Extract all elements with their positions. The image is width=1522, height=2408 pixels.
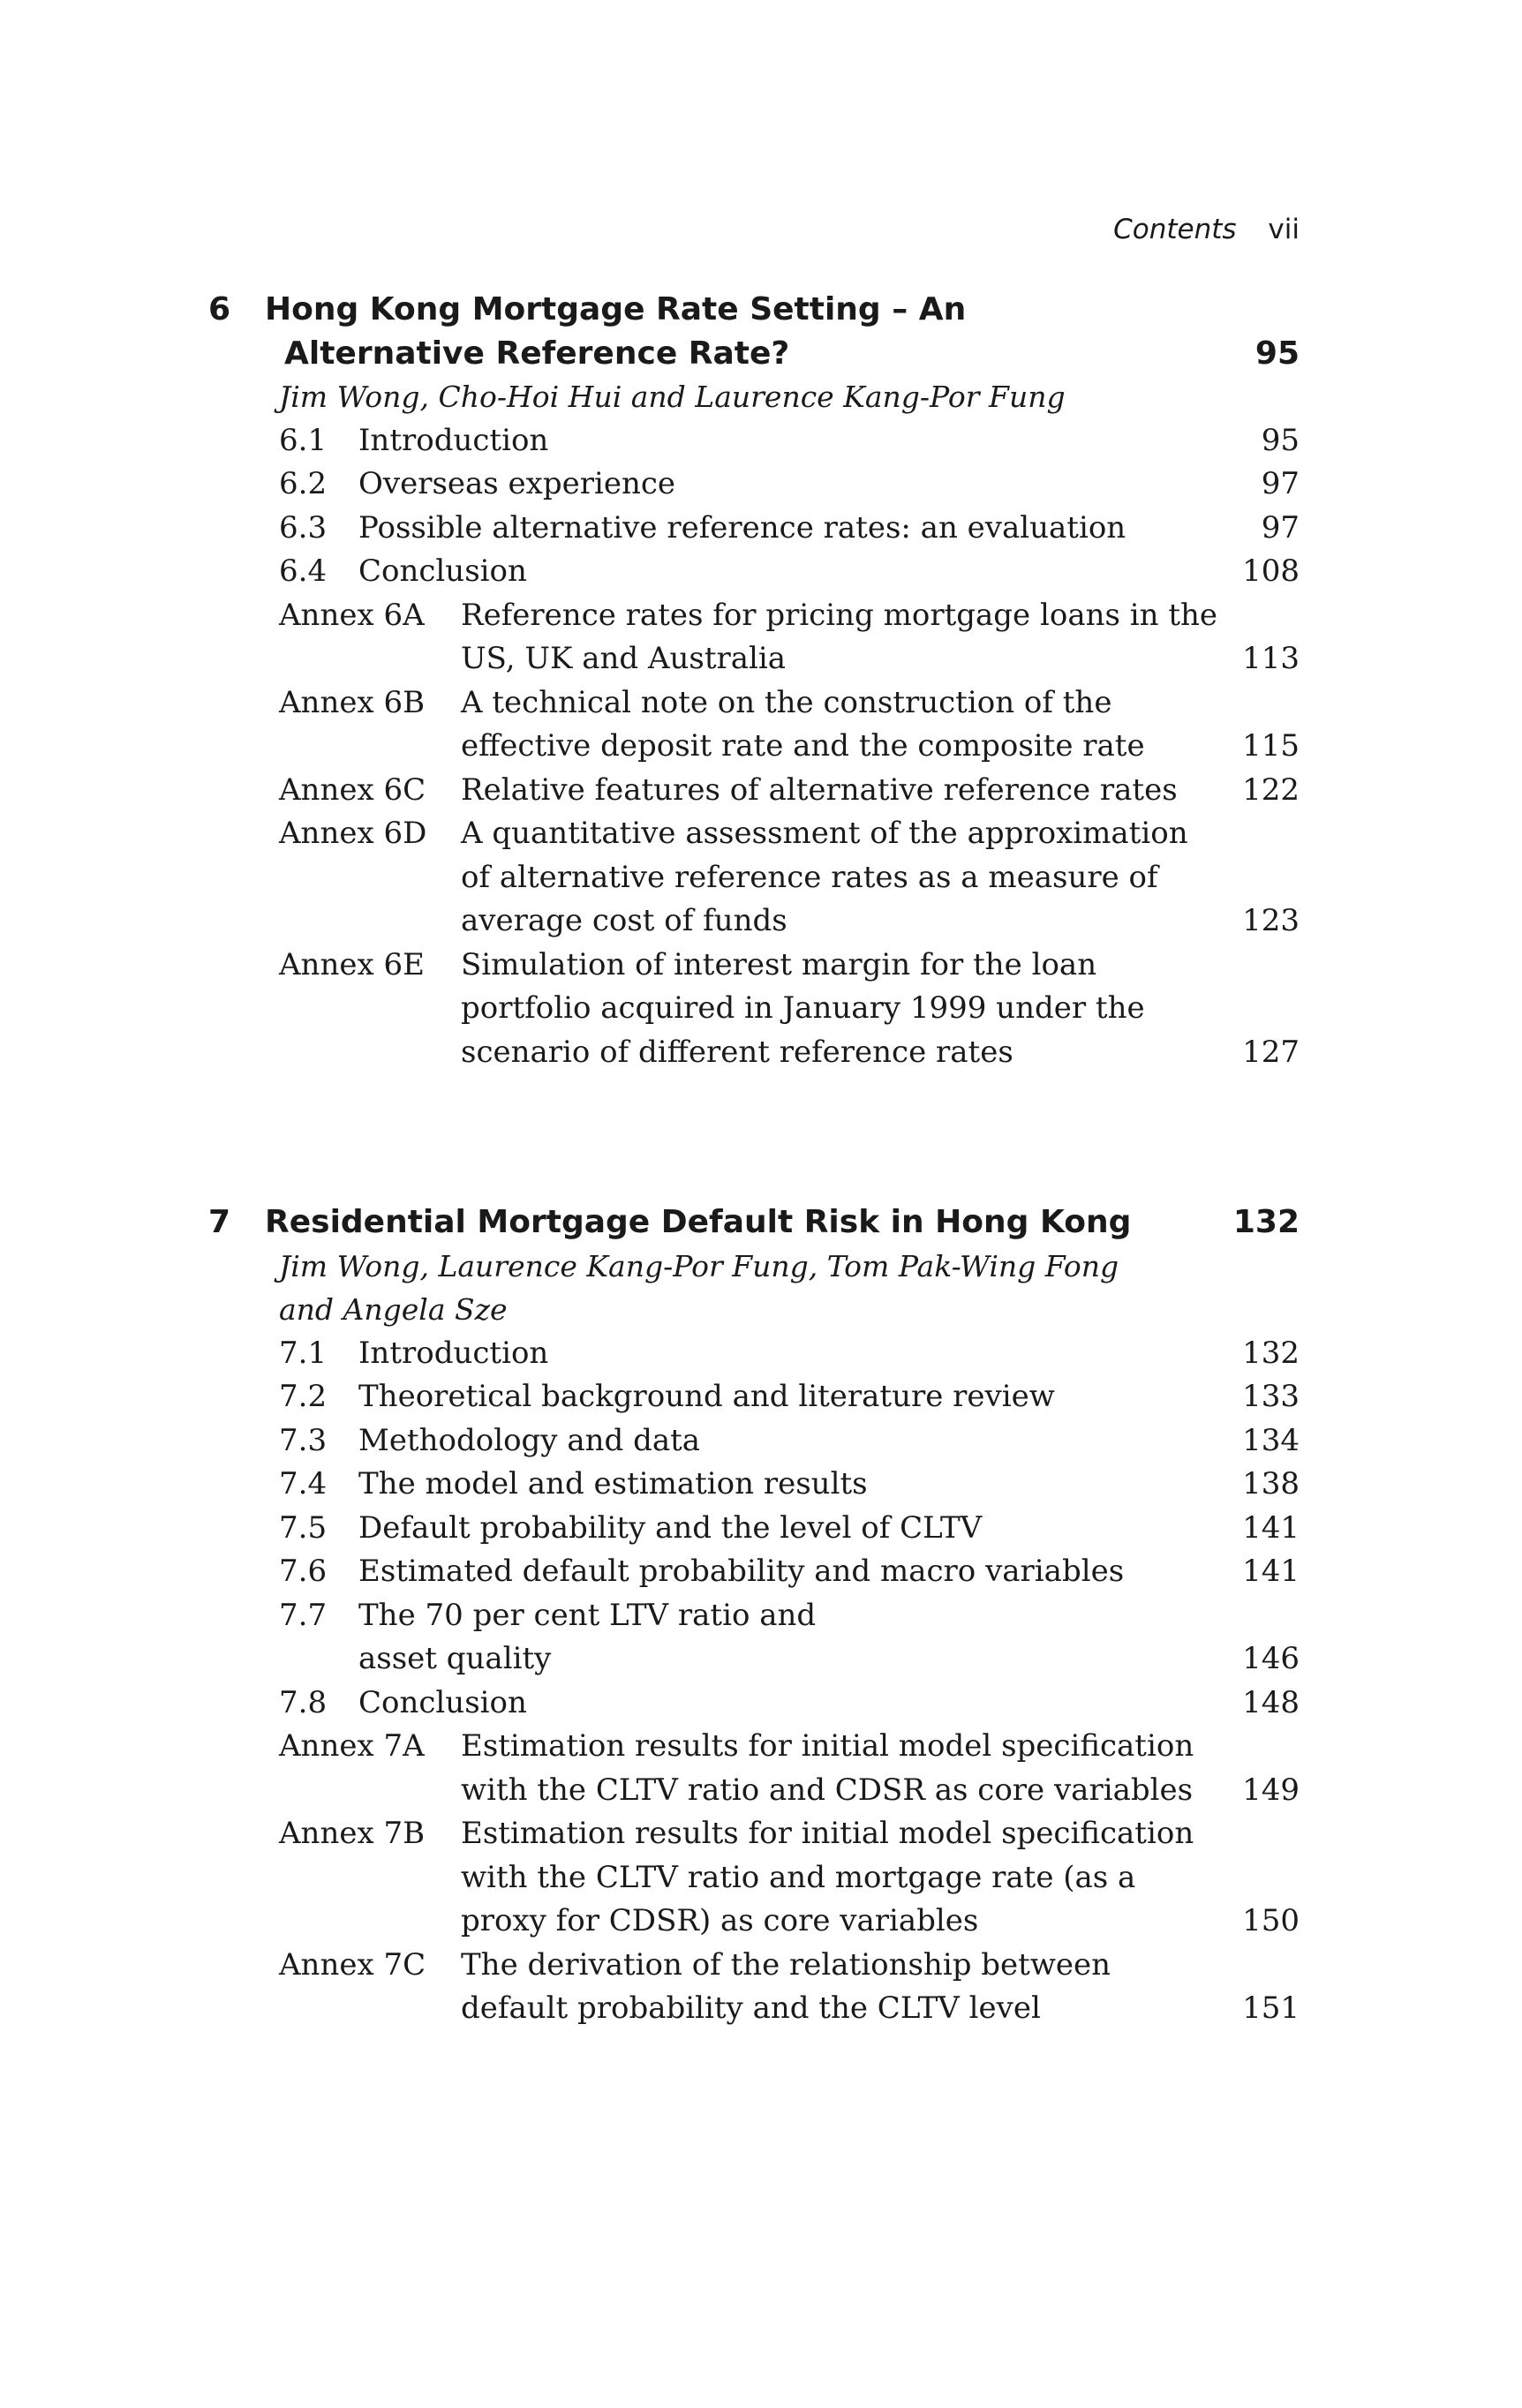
entry-page: 115	[1242, 728, 1300, 764]
entry-title: Conclusion	[358, 553, 527, 589]
entry-number: 7.5	[279, 1509, 328, 1546]
toc-entry-annex	[208, 812, 1300, 944]
entry-title: The model and estimation results	[358, 1466, 868, 1501]
chapter-title	[208, 1200, 1300, 1245]
toc-entry	[208, 1375, 1300, 1419]
toc-entries	[208, 1332, 1300, 2031]
entry-number: 6.1	[279, 422, 328, 458]
toc-entry	[208, 1332, 1300, 1376]
entry-page: 132	[1242, 1335, 1300, 1371]
entry-title: A quantitative assessment of the approximation of alternative reference rates as a measure of average cost of funds	[461, 816, 1188, 938]
entry-title: The 70 per cent LTV ratio and asset quality	[358, 1597, 817, 1676]
entry-title: Introduction	[358, 422, 549, 458]
entry-title: A technical note on the construction of the effective deposit rate and the composite rate	[461, 684, 1145, 764]
chapter-number: 6	[208, 291, 231, 327]
toc-entry-annex	[208, 769, 1300, 813]
chapter-7	[208, 1200, 1300, 2031]
entry-title: Reference rates for pricing mortgage loans in the US, UK and Australia	[461, 597, 1218, 676]
chapter-title	[208, 288, 1300, 375]
chapter-authors: Jim Wong, Laurence Kang-Por Fung, Tom Pak-Wing Fong and Angela Sze	[279, 1248, 1119, 1327]
entry-page: 97	[1261, 466, 1300, 501]
entry-page: 97	[1261, 509, 1300, 546]
running-head	[1113, 208, 1300, 251]
toc-entry	[208, 419, 1300, 463]
toc-entry	[208, 1463, 1300, 1507]
entry-page: 122	[1242, 771, 1300, 808]
entry-page: 134	[1242, 1422, 1300, 1458]
toc-entry	[208, 1594, 1300, 1682]
toc-entry-annex	[208, 944, 1300, 1075]
entry-number: 7.4	[279, 1466, 328, 1501]
chapter-page-number: 132	[1232, 1204, 1300, 1240]
entry-title: Methodology and data	[358, 1422, 701, 1458]
entry-page: 123	[1242, 903, 1300, 938]
entry-page: 141	[1242, 1554, 1300, 1589]
entry-title: Possible alternative reference rates: an evaluation	[358, 509, 1126, 546]
entry-number: Annex 7B	[279, 1816, 426, 1851]
entry-page: 138	[1242, 1466, 1300, 1501]
entry-number: 6.4	[279, 553, 328, 589]
entry-page: 127	[1242, 1034, 1300, 1070]
running-head-page-number: vii	[1268, 214, 1300, 245]
entry-title: Simulation of interest margin for the loan portfolio acquired in January 1999 under the scenario of different reference rates	[461, 946, 1145, 1070]
entry-title: Conclusion	[358, 1684, 527, 1720]
entry-number: Annex 7A	[279, 1728, 425, 1764]
toc-entry-annex	[208, 1812, 1300, 1944]
entry-number: 7.3	[279, 1422, 328, 1458]
entry-number: 7.2	[279, 1379, 328, 1414]
toc-entry	[208, 1507, 1300, 1551]
entry-page: 95	[1261, 422, 1300, 458]
entry-number: Annex 6E	[279, 946, 425, 982]
entry-title: Estimation results for initial model specification with the CLTV ratio and mortgage rate (as a proxy for CDSR) as core variables	[461, 1816, 1194, 1938]
toc-entries	[208, 419, 1300, 1075]
toc-entry-annex	[208, 594, 1300, 681]
entry-number: 7.8	[279, 1684, 328, 1720]
entry-number: 6.2	[279, 466, 328, 501]
entry-number: 7.6	[279, 1554, 328, 1589]
entry-title: Default probability and the level of CLTV	[358, 1509, 983, 1546]
toc-entry-annex	[208, 1944, 1300, 2031]
entry-page: 133	[1242, 1379, 1300, 1414]
chapter-number: 7	[208, 1204, 231, 1240]
entry-number: 7.1	[279, 1335, 328, 1371]
entry-page: 113	[1242, 641, 1300, 676]
chapter-title-line1: Hong Kong Mortgage Rate Setting – An	[265, 291, 967, 327]
entry-page: 151	[1242, 1990, 1300, 2026]
chapter-title-line2: Alternative Reference Rate?	[284, 335, 790, 372]
entry-title: Estimated default probability and macro variables	[358, 1554, 1125, 1589]
toc-entry-annex	[208, 681, 1300, 769]
entry-page: 146	[1242, 1641, 1300, 1676]
entry-page: 149	[1242, 1772, 1300, 1808]
entry-title: Relative features of alternative reference rates	[461, 771, 1178, 808]
entry-title: Introduction	[358, 1335, 549, 1371]
toc-entry	[208, 463, 1300, 507]
entry-title: Overseas experience	[358, 466, 676, 501]
chapter-6	[208, 288, 1300, 1074]
entry-number: Annex 7C	[279, 1946, 426, 1983]
entry-number: 6.3	[279, 509, 328, 546]
toc-entry	[208, 550, 1300, 594]
entry-page: 148	[1242, 1684, 1300, 1720]
entry-number: Annex 6D	[279, 816, 427, 851]
toc-entry	[208, 1419, 1300, 1464]
running-head-label: Contents	[1113, 214, 1237, 245]
entry-title: The derivation of the relationship between default probability and the CLTV level	[461, 1946, 1111, 2026]
entry-title: Theoretical background and literature review	[358, 1379, 1055, 1414]
entry-page: 108	[1242, 553, 1300, 589]
chapter-page-number: 95	[1255, 335, 1300, 372]
entry-number: Annex 6C	[279, 771, 426, 808]
entry-number: 7.7	[279, 1597, 328, 1633]
entry-number: Annex 6B	[279, 684, 426, 720]
entry-page: 150	[1242, 1903, 1300, 1938]
toc-entry	[208, 1682, 1300, 1726]
entry-page: 141	[1242, 1509, 1300, 1546]
toc-entry	[208, 1550, 1300, 1594]
toc-entry-annex	[208, 1725, 1300, 1812]
chapter-title-line1: Residential Mortgage Default Risk in Hong Kong	[265, 1204, 1132, 1240]
toc-entry	[208, 507, 1300, 551]
entry-number: Annex 6A	[279, 597, 425, 633]
chapter-authors: Jim Wong, Cho-Hoi Hui and Laurence Kang-Por Fung	[279, 380, 1066, 414]
entry-title: Estimation results for initial model specification with the CLTV ratio and CDSR as core variables	[461, 1728, 1194, 1808]
